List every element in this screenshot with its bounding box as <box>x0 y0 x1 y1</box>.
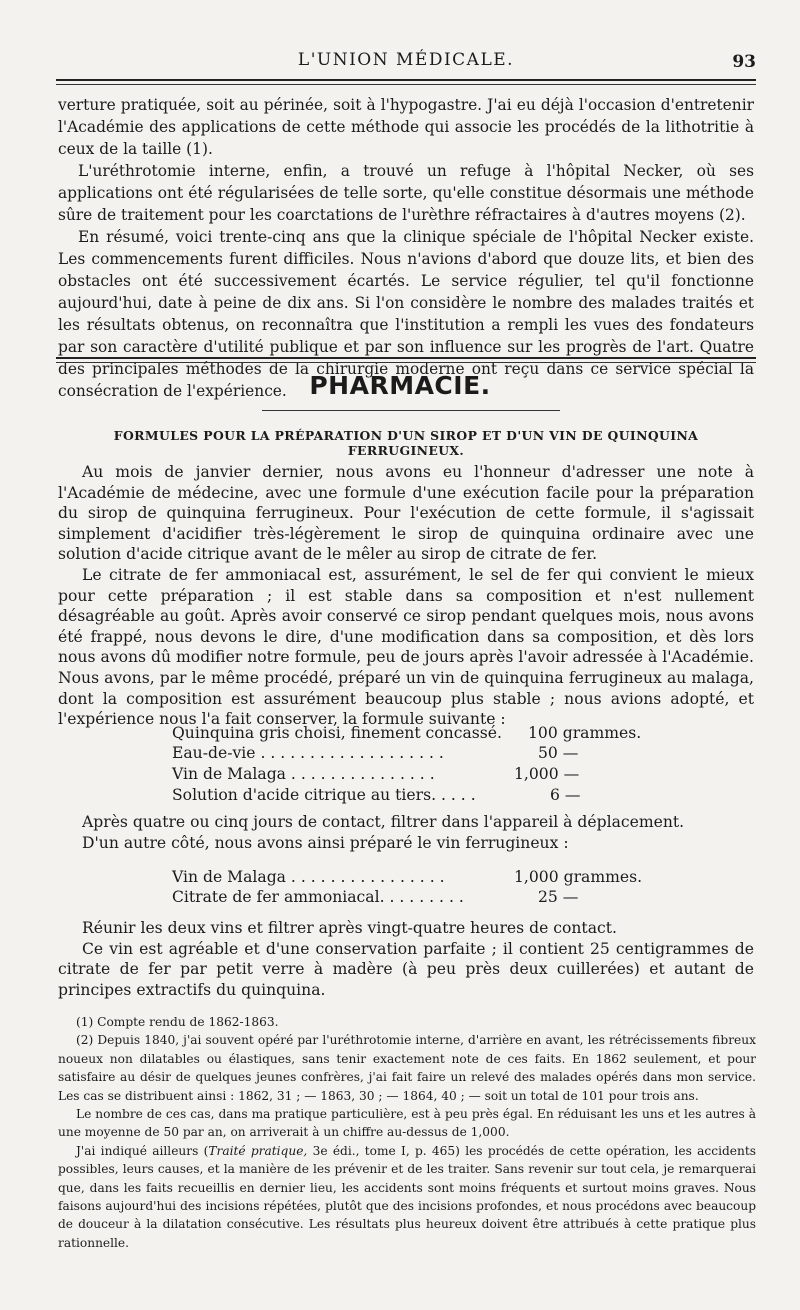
body-paragraph: Le citrate de fer ammoniacal est, assurément, le sel de fer qui convient le mieux pour cette préparation ; il est stable dans sa composition et n'est nullement désagréable au goût. Après avoir conservé ce sirop pendant quelques mois, nous avons été frappé, nous devons le dire, d'une modification dans sa composition, et dès lors nous avons dû modifier notre formule, peu de jours après l'avoir adressée à l'Académie. Nous avons, par le même procédé, préparé un vin de quinquina ferrugineux au malaga, dont la composition est assurément beaucoup plus stable ; nous avions adopté, et l'expérience nous l'a fait conserver, la formule suivante : <box>58 565 754 729</box>
recipe-quantity: 6 — <box>550 786 581 804</box>
footnote-1: (1) Compte rendu de 1862-1863. <box>76 1015 279 1029</box>
body-paragraph: Réunir les deux vins et filtrer après vingt-quatre heures de contact. <box>82 919 617 937</box>
footnote-text: 3e édi., tome I, p. 465) les procédés de cette opération, les accidents possibles, leurs causes, et la manière de les prévenir et de les traiter. Sans revenir sur tout cela, je remarquerai que, dans les faits recueillis en dernier lieu, les accidents sont moins fréquents et surtout moins graves. Nous faisons aujourd'hui des incisions répétées, plutôt que des incisions profondes, et nous procédons avec beaucoup de douceur à la dilatation consécutive. Les résultats plus heureux doivent être attribués à cette pratique plus rationnelle. <box>58 1143 756 1250</box>
page-header <box>56 46 756 74</box>
section-rule <box>56 357 756 359</box>
recipe-ingredient: Eau-de-vie . . . . . . . . . . . . . . . . . . . <box>172 744 444 762</box>
recipe-quantity: 1,000 grammes. <box>514 868 643 886</box>
recipe-quantity: 50 — <box>538 744 579 762</box>
footnote-2: (2) Depuis 1840, j'ai souvent opéré par l'uréthrotomie interne, d'arrière en avant, les rétrécissements fibreux noueux non dilatables ou élastiques, sans tenir exactement note de ces faits. En 1862 seulement, et pour satisfaire au désir de quelques jeunes confrères, j'ai fait faire un relevé des malades opérés dans mon service. Les cas se distribuent ainsi : 1862, 31 ; — 1863, 30 ; — 1864, 40 ; — soit un total de 101 pour trois ans. <box>58 1033 756 1103</box>
footnote-2-continued <box>58 1142 756 1252</box>
intro-paragraph: En résumé, voici trente-cinq ans que la clinique spéciale de l'hôpital Necker existe. Les commencements furent difficiles. Nous n'avions d'abord que douze lits, et bien des obstacles ont été successivement écartés. Le service régulier, tel qu'il fonctionne aujourd'hui, date à peine de dix ans. Si l'on considère le nombre des malades traités et les résultats obtenus, on reconnaîtra que l'institution a rempli les vues des fondateurs par son caractère d'utilité publique et par son influence sur les progrès de l'art. Quatre des principales méthodes de la chirurgie moderne ont reçu dans ce service spécial la consécration de l'expérience. <box>58 228 754 400</box>
recipe-quantity: 1,000 — <box>514 765 580 783</box>
section-underline <box>262 410 560 411</box>
header-rule-thin <box>56 84 756 85</box>
footnote-2-continued: Le nombre de ces cas, dans ma pratique particulière, est à peu près égal. En réduisant les uns et les autres à une moyenne de 50 par an, on arriverait à un chiffre au-dessus de 1,000. <box>58 1107 756 1140</box>
article-body-2 <box>58 812 754 853</box>
section-title: PHARMACIE. <box>309 371 491 400</box>
intro-paragraph: L'uréthrotomie interne, enfin, a trouvé un refuge à l'hôpital Necker, où ses applications ont été régularisées de telle sorte, qu'elle constitue désormais une méthode sûre de traitement pour les coarctations de l'urèthre réfractaires à d'autres moyens (2). <box>58 162 754 224</box>
article-body <box>58 462 754 730</box>
article-subtitle: FORMULES POUR LA PRÉPARATION D'UN SIROP ET D'UN VIN DE QUINQUINA FERRUGINEUX. <box>113 428 699 458</box>
recipe-wine-quinquina <box>172 724 652 814</box>
intro-paragraph: verture pratiquée, soit au périnée, soit à l'hypogastre. J'ai eu déjà l'occasion d'entretenir l'Académie des applications de cette méthode qui associe les procédés de la lithotritie à ceux de la taille (1). <box>58 96 754 158</box>
footnotes <box>58 1013 756 1252</box>
book-title: Traité pratique, <box>208 1143 308 1158</box>
recipe-ingredient: Vin de Malaga . . . . . . . . . . . . . . . <box>172 765 435 783</box>
recipe-wine-ferrugineux <box>172 868 652 912</box>
recipe-ingredient: Solution d'acide citrique au tiers. . . . . <box>172 786 476 804</box>
recipe-quantity: 25 — <box>538 888 579 906</box>
body-paragraph: Au mois de janvier dernier, nous avons eu l'honneur d'adresser une note à l'Académie de médecine, avec une formule d'une exécution facile pour la préparation du sirop de quinquina ferrugineux. Pour l'exécution de cette formule, il s'agissait simplement d'acidifier très-légèrement le sirop de quinquina ordinaire avec une solution d'acide citrique avant de le mêler au sirop de citrate de fer. <box>58 463 754 564</box>
article-body-3 <box>58 918 754 1000</box>
body-paragraph: D'un autre côté, nous avons ainsi préparé le vin ferrugineux : <box>82 833 569 852</box>
recipe-ingredient: Vin de Malaga . . . . . . . . . . . . . . . . <box>172 868 445 886</box>
body-paragraph: Ce vin est agréable et d'une conservation parfaite ; il contient 25 centigrammes de citrate de fer par petit verre à madère (à peu près deux cuillerées) et autant de principes extractifs du quinquina. <box>58 939 754 999</box>
intro-text <box>58 94 754 402</box>
footnote-text: J'ai indiqué ailleurs ( <box>76 1143 209 1158</box>
header-rule <box>56 79 756 81</box>
page-number: 93 <box>732 52 756 72</box>
recipe-ingredient: Quinquina gris choisi, finement concassé. <box>172 724 502 742</box>
body-paragraph: Après quatre ou cinq jours de contact, filtrer dans l'appareil à déplacement. <box>82 813 685 831</box>
recipe-quantity: 100 grammes. <box>528 724 642 742</box>
section-rule-thin <box>56 362 756 363</box>
recipe-ingredient: Citrate de fer ammoniacal. . . . . . . . . <box>172 888 464 906</box>
running-title: L'UNION MÉDICALE. <box>297 50 515 70</box>
